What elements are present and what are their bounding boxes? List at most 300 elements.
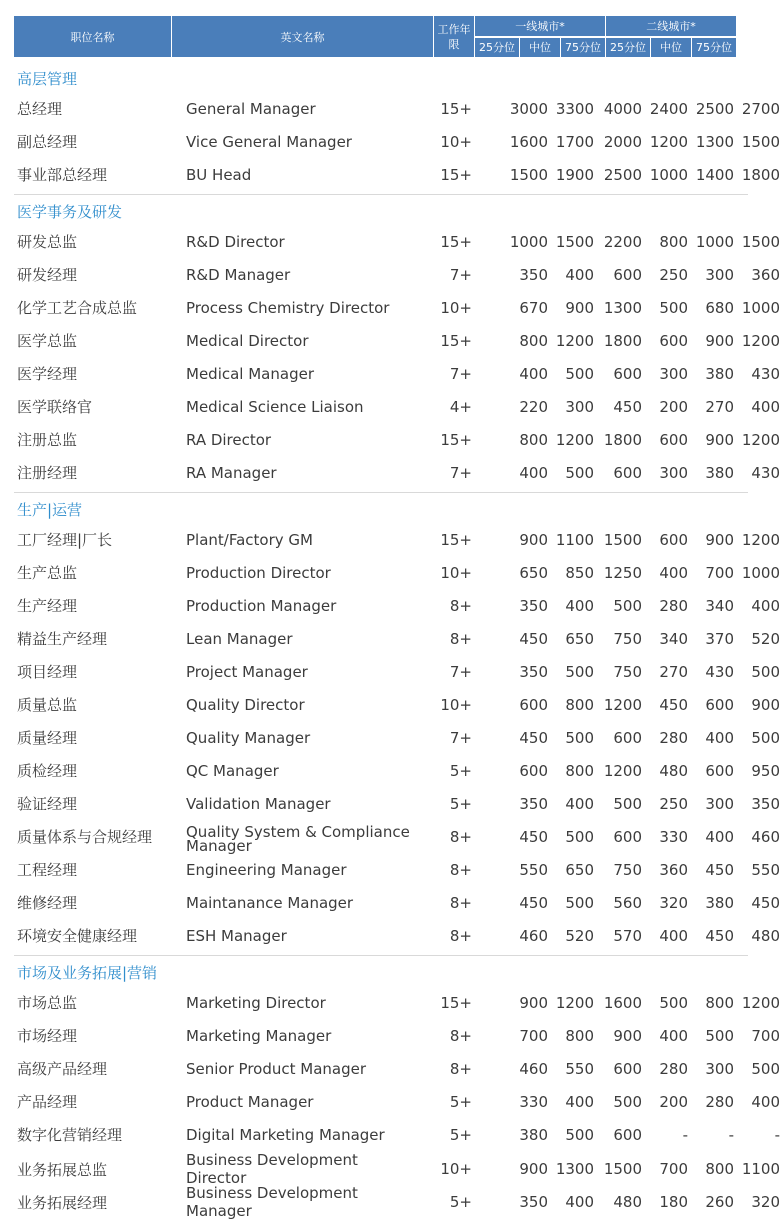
salary-tier2-p75: -: [774, 1125, 780, 1144]
salary-tier1-p75: 2000: [603, 132, 642, 151]
salary-tier2-p25: 500: [659, 993, 688, 1012]
salary-tier1-p50: 500: [565, 463, 594, 482]
salary-tier1-p75: 1250: [603, 563, 642, 582]
salary-tier2-p25: 700: [659, 1160, 688, 1178]
salary-tier2-p25: 500: [659, 298, 688, 317]
salary-tier1-p50: 400: [565, 1193, 594, 1211]
salary-tier2-p25: 280: [659, 596, 688, 615]
salary-tier2-p25: 800: [659, 232, 688, 251]
years-required: 8+: [449, 893, 472, 912]
salary-tier2-p50: 400: [705, 728, 734, 747]
years-required: 5+: [449, 1092, 472, 1111]
salary-tier1-p50: 400: [565, 1092, 594, 1111]
salary-tier2-p50: 380: [705, 364, 734, 383]
salary-tier1-p25: 900: [519, 993, 548, 1012]
salary-tier1-p50: 800: [565, 695, 594, 714]
section-title: 生产|运营: [17, 501, 83, 519]
years-required: 10+: [440, 298, 472, 317]
salary-tier1-p50: 520: [565, 926, 594, 945]
salary-tier2-p50: 380: [705, 463, 734, 482]
salary-tier2-p75: 1000: [741, 563, 780, 582]
salary-tier1-p25: 330: [519, 1092, 548, 1111]
years-required: 8+: [449, 926, 472, 945]
salary-tier2-p75: 950: [751, 761, 780, 780]
salary-tier1-p75: 1200: [603, 761, 642, 780]
position-en: Plant/Factory GM: [186, 530, 313, 549]
years-required: 8+: [449, 1026, 472, 1045]
salary-tier1-p25: 350: [519, 596, 548, 615]
section: [14, 955, 780, 1220]
salary-tier1-p50: 500: [565, 827, 594, 846]
salary-tier1-p75: 560: [613, 893, 642, 912]
position-en: Production Manager: [186, 596, 337, 615]
salary-tier1-p50: 500: [565, 728, 594, 747]
salary-tier1-p50: 1900: [555, 165, 594, 184]
salary-tier1-p25: 220: [519, 397, 548, 416]
position-cn: 质量体系与合规经理: [17, 828, 153, 846]
salary-tier2-p50: 380: [705, 893, 734, 912]
header-tier1-p75: 75分位: [561, 37, 605, 58]
salary-tier1-p50: 550: [565, 1059, 594, 1078]
header-tier1: 一线城市*: [475, 16, 605, 37]
salary-tier2-p25: 200: [659, 1092, 688, 1111]
salary-tier1-p25: 400: [519, 364, 548, 383]
salary-tier2-p75: 1100: [741, 1160, 780, 1178]
table-row: [14, 1184, 780, 1220]
salary-tier2-p75: 550: [751, 860, 780, 879]
section: [14, 62, 780, 191]
table-row: [14, 390, 780, 423]
salary-tier2-p25: 600: [659, 331, 688, 350]
years-required: 10+: [440, 1160, 472, 1178]
salary-tier1-p25: 900: [519, 530, 548, 549]
salary-tier1-p75: 1600: [603, 993, 642, 1012]
position-cn: 事业部总经理: [17, 166, 108, 184]
salary-tier2-p50: 280: [705, 1092, 734, 1111]
salary-tier1-p25: 550: [519, 860, 548, 879]
position-cn: 市场总监: [17, 994, 78, 1012]
section-title: 医学事务及研发: [17, 203, 123, 221]
position-en: Production Director: [186, 563, 331, 582]
salary-tier1-p25: 1500: [509, 165, 548, 184]
salary-tier1-p75: 4000: [603, 99, 642, 118]
salary-tier1-p50: 800: [565, 1026, 594, 1045]
years-required: 5+: [449, 761, 472, 780]
salary-tier2-p50: 1400: [695, 165, 734, 184]
table-row: [14, 1151, 780, 1187]
salary-tier2-p75: 1200: [741, 430, 780, 449]
salary-tier1-p25: 3000: [509, 99, 548, 118]
salary-tier2-p25: -: [682, 1125, 688, 1144]
salary-tier1-p75: 1800: [603, 430, 642, 449]
salary-tier1-p75: 600: [613, 364, 642, 383]
salary-tier1-p25: 600: [519, 761, 548, 780]
table-row: [14, 225, 780, 258]
salary-tier1-p25: 800: [519, 331, 548, 350]
position-en: Quality Manager: [186, 728, 311, 747]
salary-tier1-p50: 300: [565, 397, 594, 416]
years-required: 10+: [440, 563, 472, 582]
years-required: 7+: [449, 728, 472, 747]
section-title: 高层管理: [17, 70, 78, 88]
header-position-cn: 职位名称: [14, 16, 171, 57]
position-cn: 高级产品经理: [17, 1060, 108, 1078]
salary-tier2-p75: 350: [751, 794, 780, 813]
table-row: [14, 1085, 780, 1118]
position-en: Digital Marketing Manager: [186, 1125, 385, 1144]
salary-tier2-p75: 2700: [741, 99, 780, 118]
salary-tier1-p25: 700: [519, 1026, 548, 1045]
salary-tier2-p50: 400: [705, 827, 734, 846]
position-cn: 维修经理: [17, 894, 78, 912]
position-en: BU Head: [186, 165, 252, 184]
salary-tier2-p75: 1200: [741, 530, 780, 549]
salary-tier2-p25: 300: [659, 364, 688, 383]
salary-tier2-p50: 450: [705, 860, 734, 879]
years-required: 8+: [449, 596, 472, 615]
salary-tier2-p50: 260: [705, 1193, 734, 1211]
position-cn: 注册总监: [17, 431, 78, 449]
position-cn: 数字化营销经理: [17, 1126, 123, 1144]
years-required: 8+: [449, 1059, 472, 1078]
salary-tier2-p75: 400: [751, 596, 780, 615]
years-required: 15+: [440, 99, 472, 118]
position-cn: 质量总监: [17, 696, 78, 714]
salary-tier2-p25: 480: [659, 761, 688, 780]
position-en: RA Director: [186, 430, 272, 449]
salary-tier1-p50: 1200: [555, 430, 594, 449]
years-required: 10+: [440, 695, 472, 714]
position-en: Validation Manager: [186, 794, 331, 813]
salary-tier1-p25: 670: [519, 298, 548, 317]
salary-tier1-p50: 500: [565, 1125, 594, 1144]
table-header: [14, 16, 747, 57]
salary-tier2-p25: 600: [659, 530, 688, 549]
salary-tier1-p50: 850: [565, 563, 594, 582]
salary-tier1-p25: 380: [519, 1125, 548, 1144]
salary-tier2-p25: 2400: [649, 99, 688, 118]
position-en: Engineering Manager: [186, 860, 347, 879]
salary-tier2-p25: 270: [659, 662, 688, 681]
salary-tier1-p75: 750: [613, 629, 642, 648]
years-required: 5+: [449, 1193, 472, 1211]
salary-tier1-p50: 1500: [555, 232, 594, 251]
salary-tier1-p75: 480: [613, 1193, 642, 1211]
salary-tier2-p25: 320: [659, 893, 688, 912]
salary-tier1-p25: 460: [519, 926, 548, 945]
position-en: Process Chemistry Director: [186, 298, 390, 317]
salary-tier1-p50: 400: [565, 265, 594, 284]
salary-tier2-p25: 400: [659, 1026, 688, 1045]
years-required: 5+: [449, 794, 472, 813]
salary-tier2-p75: 430: [751, 463, 780, 482]
table-row: [14, 820, 780, 855]
salary-tier2-p25: 340: [659, 629, 688, 648]
position-en: Medical Manager: [186, 364, 314, 383]
salary-tier2-p25: 400: [659, 926, 688, 945]
salary-tier1-p75: 450: [613, 397, 642, 416]
position-cn: 生产经理: [17, 597, 78, 615]
salary-tier1-p75: 1500: [603, 530, 642, 549]
position-cn: 研发总监: [17, 233, 78, 251]
header-tier1-p50: 中位: [520, 37, 560, 58]
salary-tier2-p50: 1000: [695, 232, 734, 251]
table-row: [14, 886, 780, 919]
salary-tier2-p50: 300: [705, 265, 734, 284]
salary-tier2-p50: 300: [705, 794, 734, 813]
salary-tier2-p25: 450: [659, 695, 688, 714]
salary-tier1-p75: 500: [613, 794, 642, 813]
salary-tier2-p75: 500: [751, 1059, 780, 1078]
salary-tier1-p75: 750: [613, 860, 642, 879]
header-tier2: 二线城市*: [606, 16, 736, 37]
position-en: QC Manager: [186, 761, 279, 780]
salary-tier1-p50: 500: [565, 364, 594, 383]
salary-tier2-p25: 330: [659, 827, 688, 846]
years-required: 4+: [449, 397, 472, 416]
salary-tier1-p25: 460: [519, 1059, 548, 1078]
position-cn: 化学工艺合成总监: [17, 299, 138, 317]
salary-tier1-p50: 500: [565, 662, 594, 681]
salary-tier1-p25: 650: [519, 563, 548, 582]
salary-tier1-p25: 350: [519, 662, 548, 681]
salary-tier1-p75: 500: [613, 1092, 642, 1111]
salary-tier1-p25: 600: [519, 695, 548, 714]
salary-table-body: [14, 62, 780, 1220]
salary-tier2-p25: 300: [659, 463, 688, 482]
salary-tier2-p75: 1200: [741, 993, 780, 1012]
position-en: Business Development Manager: [186, 1184, 358, 1220]
salary-tier1-p75: 600: [613, 463, 642, 482]
table-row: [14, 1118, 780, 1151]
salary-tier1-p25: 400: [519, 463, 548, 482]
header-tier2-p75: 75分位: [692, 37, 736, 58]
salary-tier1-p75: 600: [613, 1059, 642, 1078]
salary-tier2-p50: 270: [705, 397, 734, 416]
salary-tier2-p25: 280: [659, 728, 688, 747]
position-en: Project Manager: [186, 662, 308, 681]
salary-tier2-p50: 900: [705, 430, 734, 449]
salary-tier2-p50: 2500: [695, 99, 734, 118]
header-tier2-p50: 中位: [651, 37, 691, 58]
salary-tier2-p50: 500: [705, 1026, 734, 1045]
salary-tier2-p25: 400: [659, 563, 688, 582]
table-row: [14, 324, 780, 357]
table-row: [14, 721, 780, 754]
salary-tier1-p25: 450: [519, 728, 548, 747]
years-required: 15+: [440, 331, 472, 350]
salary-tier2-p75: 480: [751, 926, 780, 945]
salary-tier2-p75: 1500: [741, 132, 780, 151]
salary-tier2-p75: 520: [751, 629, 780, 648]
years-required: 8+: [449, 629, 472, 648]
position-cn: 项目经理: [17, 663, 78, 681]
salary-tier2-p75: 460: [751, 827, 780, 846]
table-row: [14, 1052, 780, 1085]
table-row: [14, 986, 780, 1019]
table-row: [14, 523, 780, 556]
years-required: 15+: [440, 165, 472, 184]
years-required: 8+: [449, 827, 472, 846]
table-row: [14, 556, 780, 589]
position-en: Medical Science Liaison: [186, 397, 364, 416]
position-en: Business Development Director: [186, 1151, 358, 1187]
position-cn: 工程经理: [17, 861, 78, 879]
position-en: General Manager: [186, 99, 316, 118]
salary-tier1-p50: 1300: [555, 1160, 594, 1178]
table-row: [14, 291, 780, 324]
position-en: Senior Product Manager: [186, 1059, 367, 1078]
salary-tier2-p75: 450: [751, 893, 780, 912]
table-row: [14, 754, 780, 787]
position-en: Marketing Director: [186, 993, 326, 1012]
years-required: 15+: [440, 232, 472, 251]
years-required: 15+: [440, 993, 472, 1012]
position-cn: 副总经理: [17, 133, 78, 151]
table-row: [14, 423, 780, 456]
salary-tier2-p75: 1800: [741, 165, 780, 184]
salary-tier2-p75: 400: [751, 397, 780, 416]
years-required: 10+: [440, 132, 472, 151]
table-row: [14, 589, 780, 622]
header-years: 工作年限: [434, 16, 474, 57]
position-cn: 产品经理: [17, 1093, 78, 1111]
salary-tier2-p25: 250: [659, 265, 688, 284]
salary-tier2-p75: 1200: [741, 331, 780, 350]
position-cn: 研发经理: [17, 266, 78, 284]
salary-tier2-p50: -: [728, 1125, 734, 1144]
table-row: [14, 655, 780, 688]
salary-tier1-p25: 450: [519, 629, 548, 648]
position-en: Marketing Manager: [186, 1026, 332, 1045]
salary-tier2-p25: 280: [659, 1059, 688, 1078]
table-row: [14, 622, 780, 655]
salary-tier2-p50: 340: [705, 596, 734, 615]
salary-tier1-p75: 1300: [603, 298, 642, 317]
salary-tier1-p50: 400: [565, 794, 594, 813]
salary-tier1-p75: 2200: [603, 232, 642, 251]
position-en: Maintanance Manager: [186, 893, 354, 912]
section: [14, 492, 780, 952]
position-en: RA Manager: [186, 463, 277, 482]
salary-tier2-p50: 900: [705, 331, 734, 350]
salary-tier2-p25: 200: [659, 397, 688, 416]
position-cn: 医学总监: [17, 332, 78, 350]
position-cn: 质量经理: [17, 729, 78, 747]
position-cn: 业务拓展总监: [17, 1160, 108, 1179]
years-required: 8+: [449, 860, 472, 879]
salary-tier1-p50: 1100: [555, 530, 594, 549]
salary-tier1-p25: 1600: [509, 132, 548, 151]
position-cn: 医学经理: [17, 365, 78, 383]
salary-tier2-p25: 1200: [649, 132, 688, 151]
salary-tier1-p50: 1200: [555, 331, 594, 350]
years-required: 15+: [440, 430, 472, 449]
years-required: 7+: [449, 662, 472, 681]
salary-tier2-p75: 360: [751, 265, 780, 284]
years-required: 7+: [449, 463, 472, 482]
salary-tier1-p75: 1500: [603, 1160, 642, 1178]
salary-tier1-p25: 350: [519, 265, 548, 284]
salary-tier2-p25: 1000: [649, 165, 688, 184]
years-required: 7+: [449, 364, 472, 383]
salary-tier2-p50: 430: [705, 662, 734, 681]
salary-tier1-p50: 800: [565, 761, 594, 780]
salary-tier1-p50: 650: [565, 629, 594, 648]
salary-tier1-p25: 450: [519, 893, 548, 912]
salary-tier2-p50: 800: [705, 1160, 734, 1178]
salary-tier2-p75: 1500: [741, 232, 780, 251]
salary-tier2-p75: 500: [751, 728, 780, 747]
years-required: 5+: [449, 1125, 472, 1144]
salary-tier2-p25: 250: [659, 794, 688, 813]
table-row: [14, 158, 780, 191]
position-cn: 生产总监: [17, 564, 78, 582]
table-row: [14, 456, 780, 489]
salary-tier2-p50: 370: [705, 629, 734, 648]
section: [14, 194, 780, 489]
salary-tier1-p75: 500: [613, 596, 642, 615]
salary-tier1-p50: 1700: [555, 132, 594, 151]
table-row: [14, 1019, 780, 1052]
salary-tier2-p50: 1300: [695, 132, 734, 151]
table-row: [14, 125, 780, 158]
salary-tier2-p75: 900: [751, 695, 780, 714]
salary-tier2-p25: 600: [659, 430, 688, 449]
table-row: [14, 258, 780, 291]
salary-tier1-p25: 450: [519, 827, 548, 846]
position-en: R&D Director: [186, 232, 285, 251]
table-row: [14, 357, 780, 390]
salary-tier2-p75: 1000: [741, 298, 780, 317]
salary-tier2-p75: 700: [751, 1026, 780, 1045]
salary-tier2-p75: 430: [751, 364, 780, 383]
header-tier2-p25: 25分位: [606, 37, 650, 58]
salary-tier2-p50: 900: [705, 530, 734, 549]
salary-tier1-p75: 600: [613, 728, 642, 747]
position-cn: 精益生产经理: [17, 630, 108, 648]
table-row: [14, 919, 780, 952]
salary-tier1-p75: 1200: [603, 695, 642, 714]
salary-tier1-p25: 1000: [509, 232, 548, 251]
salary-tier2-p50: 300: [705, 1059, 734, 1078]
position-en: R&D Manager: [186, 265, 291, 284]
position-cn: 总经理: [17, 100, 63, 118]
position-en: Quality Director: [186, 695, 305, 714]
salary-tier1-p75: 1800: [603, 331, 642, 350]
position-cn: 工厂经理|厂长: [17, 531, 113, 549]
table-row: [14, 853, 780, 886]
salary-tier1-p50: 900: [565, 298, 594, 317]
years-required: 7+: [449, 265, 472, 284]
salary-tier1-p50: 650: [565, 860, 594, 879]
salary-tier2-p25: 360: [659, 860, 688, 879]
salary-tier1-p50: 400: [565, 596, 594, 615]
salary-tier2-p50: 700: [705, 563, 734, 582]
salary-tier1-p25: 350: [519, 1193, 548, 1211]
salary-tier2-p75: 500: [751, 662, 780, 681]
salary-tier1-p25: 800: [519, 430, 548, 449]
salary-tier2-p50: 600: [705, 761, 734, 780]
position-en: Quality System & Compliance Manager: [186, 822, 410, 855]
table-row: [14, 688, 780, 721]
position-en: ESH Manager: [186, 926, 287, 945]
position-en: Medical Director: [186, 331, 309, 350]
salary-tier1-p75: 570: [613, 926, 642, 945]
salary-tier2-p75: 400: [751, 1092, 780, 1111]
salary-tier1-p50: 3300: [555, 99, 594, 118]
salary-tier1-p75: 2500: [603, 165, 642, 184]
